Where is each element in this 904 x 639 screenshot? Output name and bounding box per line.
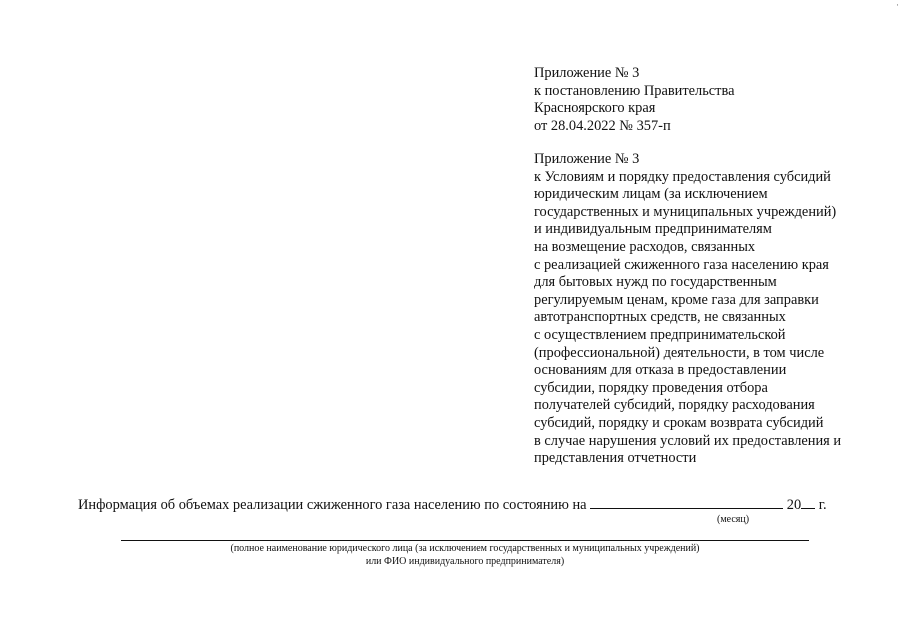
appendix-line: с осуществлением предпринимательской <box>534 326 786 343</box>
year-prefix: 20 <box>786 497 802 513</box>
appendix-line: с реализацией сжиженного газа населению края <box>534 256 829 273</box>
appendix-line: основаниям для отказа в предоставлении <box>534 362 787 379</box>
appendix-line: получателей субсидий, порядку расходования <box>534 397 815 414</box>
appendix-line: субсидии, порядку проведения отбора <box>534 379 768 396</box>
month-blank-field[interactable] <box>590 494 783 509</box>
appendix-line: к Условиям и порядку предоставления субсидий <box>534 168 831 185</box>
appendix-line: представления отчетности <box>534 450 697 467</box>
appendix-government-block <box>534 65 864 135</box>
appendix-line: (профессиональной) деятельности, в том числе <box>534 344 825 361</box>
appendix-line: к постановлению Правительства <box>534 82 735 99</box>
appendix-line: регулируемым ценам, кроме газа для заправки <box>534 291 819 308</box>
month-caption: (месяц) <box>717 514 750 525</box>
appendix-line: от 28.04.2022 № 357-п <box>534 117 671 134</box>
appendix-line: Красноярского края <box>534 100 656 117</box>
appendix-line: в случае нарушения условий их предоставления и <box>534 432 842 449</box>
appendix-line: и индивидуальным предпринимателям <box>534 221 772 238</box>
appendix-line: субсидий, порядку и срокам возврата субсидий <box>534 414 824 431</box>
appendix-line: для бытовых нужд по государственным <box>534 274 777 291</box>
organization-caption <box>121 543 809 568</box>
appendix-line: государственных и муниципальных учреждений) <box>534 203 837 220</box>
organization-name-field[interactable] <box>121 540 809 541</box>
year-suffix: г. <box>818 497 827 513</box>
form-title-line <box>78 494 868 514</box>
scan-speck: · <box>896 0 899 10</box>
year-blank-field[interactable] <box>801 494 815 509</box>
appendix-line: автотранспортных средств, не связанных <box>534 309 786 326</box>
org-caption-line: (полное наименование юридического лица (за исключением государственных и муниципальных учреждений) <box>230 543 700 554</box>
appendix-line: Приложение № 3 <box>534 151 640 167</box>
appendix-line: на возмещение расходов, связанных <box>534 238 756 255</box>
form-title: Информация об объемах реализации сжиженного газа населению по состоянию на <box>78 497 587 513</box>
org-caption-line: или ФИО индивидуального предпринимателя) <box>365 555 565 567</box>
appendix-conditions-block <box>534 151 864 468</box>
appendix-line: юридическим лицам (за исключением <box>534 186 768 203</box>
appendix-line: Приложение № 3 <box>534 65 640 81</box>
